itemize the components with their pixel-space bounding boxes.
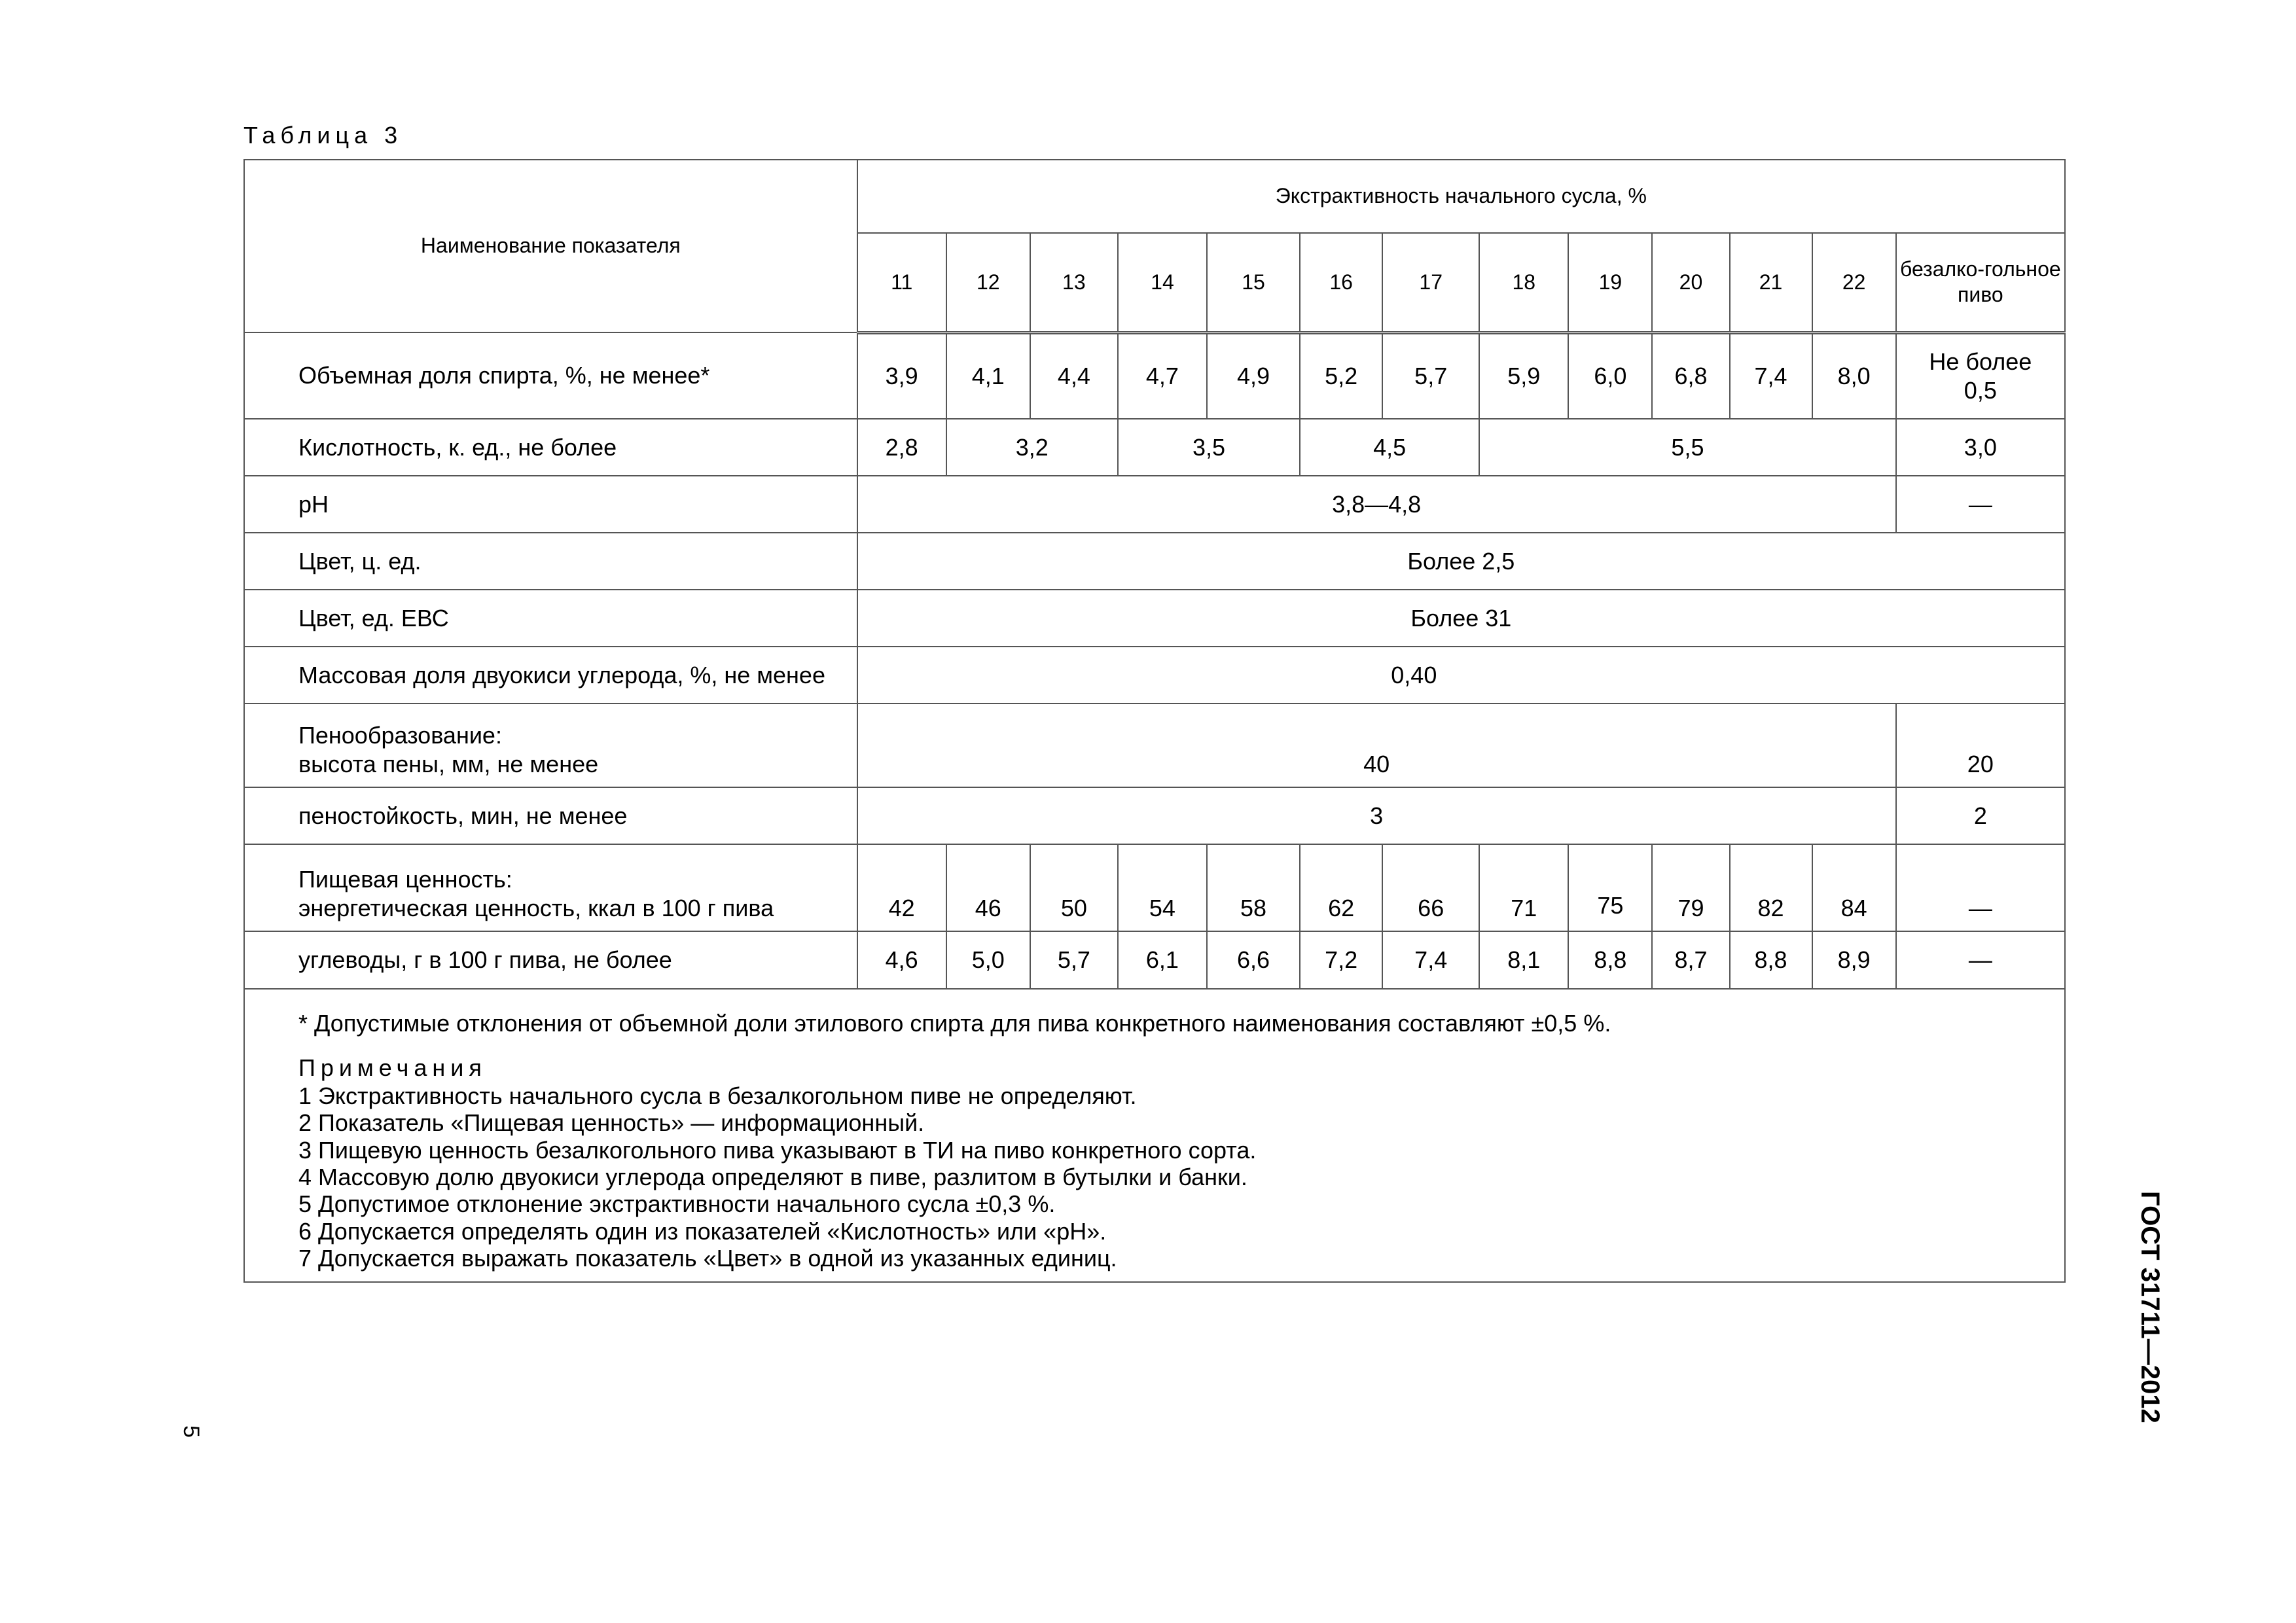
notes-title: Примечания	[298, 1054, 487, 1081]
note-item: 2 Показатель «Пищевая ценность» — информационный.	[298, 1109, 925, 1137]
table-row	[244, 419, 2065, 476]
table-cell-nonalc: 20	[1896, 704, 2065, 787]
table-cell: 3,8—4,8	[857, 476, 1896, 533]
note-item: 3 Пищевую ценность безалкогольного пива указывают в ТИ на пиво конкретного сорта.	[298, 1136, 1257, 1164]
header-extract-group: Экстрактивность начального сусла, %	[857, 160, 2065, 233]
table-cell: 75	[1568, 844, 1652, 931]
table-cell: 3	[857, 787, 1896, 844]
table-row	[244, 787, 2065, 844]
table-cell: 2,8	[857, 419, 946, 476]
table-cell-nonalc	[1896, 332, 2065, 419]
table-cell-nonalc: 3,0	[1896, 419, 2065, 476]
table-cell: 4,5	[1300, 419, 1479, 476]
table-cell: 4,1	[946, 332, 1030, 419]
table-row	[244, 332, 2065, 419]
table-cell: 5,2	[1300, 332, 1382, 419]
row-label: pH	[244, 476, 857, 533]
table-cell: 8,7	[1652, 931, 1729, 989]
header-col: 17	[1382, 233, 1479, 332]
table-cell: 4,6	[857, 931, 946, 989]
table-row	[244, 533, 2065, 590]
foam-height-label: высота пены, мм, не менее	[298, 751, 599, 778]
table-row	[244, 931, 2065, 989]
table-cell: 8,9	[1812, 931, 1896, 989]
footnote: * Допустимые отклонения от объемной доли этилового спирта для пива конкретного наименования составляют ±0,5 %.	[298, 1010, 1611, 1037]
header-col: 12	[946, 233, 1030, 332]
table-cell-nonalc: 2	[1896, 787, 2065, 844]
note-item: 6 Допускается определять один из показателей «Кислотность» или «pH».	[298, 1217, 1107, 1245]
row-label: Объемная доля спирта, %, не менее*	[244, 332, 857, 419]
table-cell: 42	[857, 844, 946, 931]
table-cell: 8,8	[1568, 931, 1652, 989]
table-cell: 4,4	[1030, 332, 1118, 419]
header-nonalc: безалко-гольное пиво	[1896, 233, 2065, 332]
header-col: 18	[1479, 233, 1568, 332]
table-cell: 8,8	[1730, 931, 1812, 989]
table-cell: 50	[1030, 844, 1118, 931]
table-cell: 5,9	[1479, 332, 1568, 419]
nonalc-line: 0,5	[1964, 376, 1997, 404]
header-col: 22	[1812, 233, 1896, 332]
page-number: 5	[178, 1425, 204, 1438]
row-label: углеводы, г в 100 г пива, не более	[244, 931, 857, 989]
table-cell: 5,7	[1382, 332, 1479, 419]
note-item: 5 Допустимое отклонение экстрактивности начального сусла ±0,3 %.	[298, 1190, 1056, 1218]
table-row	[244, 704, 2065, 787]
row-label: Массовая доля двуокиси углерода, %, не менее	[244, 647, 857, 704]
header-col: 20	[1652, 233, 1729, 332]
table-cell: Более 2,5	[857, 533, 2065, 590]
table-cell: 79	[1652, 844, 1729, 931]
table-cell-nonalc: —	[1896, 476, 2065, 533]
table-row	[244, 590, 2065, 647]
row-label	[244, 704, 857, 787]
table-cell: 5,0	[946, 931, 1030, 989]
header-col: 21	[1730, 233, 1812, 332]
table-cell: 4,7	[1118, 332, 1207, 419]
table-cell: 7,4	[1382, 931, 1479, 989]
foam-title: Пенообразование:	[298, 722, 502, 749]
row-label: Кислотность, к. ед., не более	[244, 419, 857, 476]
header-name-cell: Наименование показателя	[244, 160, 857, 332]
note-item: 4 Массовую долю двуокиси углерода определяют в пиве, разлитом в бутылки и банки.	[298, 1163, 1247, 1190]
table-cell: 6,8	[1652, 332, 1729, 419]
header-col: 14	[1118, 233, 1207, 332]
table-cell: 8,0	[1812, 332, 1896, 419]
table-row	[244, 844, 2065, 931]
header-col: 19	[1568, 233, 1652, 332]
table-row	[244, 647, 2065, 704]
notes-cell	[244, 989, 2065, 1282]
table-cell: 54	[1118, 844, 1207, 931]
table-row	[244, 476, 2065, 533]
nonalc-line: Не более	[1929, 348, 2032, 375]
table-cell: 7,4	[1730, 332, 1812, 419]
table-cell: 6,1	[1118, 931, 1207, 989]
table-cell: 82	[1730, 844, 1812, 931]
nutrition-title: Пищевая ценность:	[298, 866, 512, 893]
table-caption: Таблица 3	[243, 122, 403, 149]
header-col: 15	[1207, 233, 1300, 332]
table-cell: 4,9	[1207, 332, 1300, 419]
row-label: пеностойкость, мин, не менее	[244, 787, 857, 844]
row-label	[244, 844, 857, 931]
header-col: 16	[1300, 233, 1382, 332]
table-cell: 0,40	[857, 647, 2065, 704]
table-cell: 84	[1812, 844, 1896, 931]
table-cell: Более 31	[857, 590, 2065, 647]
table-cell: 46	[946, 844, 1030, 931]
table-cell: 8,1	[1479, 931, 1568, 989]
header-col: 11	[857, 233, 946, 332]
table-cell-nonalc: —	[1896, 844, 2065, 931]
header-col: 13	[1030, 233, 1118, 332]
notes-row	[244, 989, 2065, 1282]
table-cell: 58	[1207, 844, 1300, 931]
table-cell: 62	[1300, 844, 1382, 931]
table-cell: 6,6	[1207, 931, 1300, 989]
table-cell: 66	[1382, 844, 1479, 931]
row-label: Цвет, ед. ЕВС	[244, 590, 857, 647]
table-cell-nonalc: —	[1896, 931, 2065, 989]
table-cell: 3,5	[1118, 419, 1300, 476]
table-cell: 3,2	[946, 419, 1118, 476]
table-cell: 3,9	[857, 332, 946, 419]
table-cell: 71	[1479, 844, 1568, 931]
table-cell: 7,2	[1300, 931, 1382, 989]
table-cell: 5,5	[1479, 419, 1895, 476]
table-cell: 40	[857, 704, 1896, 787]
nutrition-energy-label: энергетическая ценность, ккал в 100 г пива	[298, 895, 774, 922]
row-label: Цвет, ц. ед.	[244, 533, 857, 590]
note-item: 1 Экстрактивность начального сусла в безалкогольном пиве не определяют.	[298, 1082, 1137, 1109]
indicators-table	[243, 159, 2066, 1283]
standard-designation: ГОСТ 31711—2012	[2136, 1191, 2164, 1423]
table-cell: 6,0	[1568, 332, 1652, 419]
table-cell: 5,7	[1030, 931, 1118, 989]
note-item: 7 Допускается выражать показатель «Цвет» в одной из указанных единиц.	[298, 1245, 1117, 1272]
